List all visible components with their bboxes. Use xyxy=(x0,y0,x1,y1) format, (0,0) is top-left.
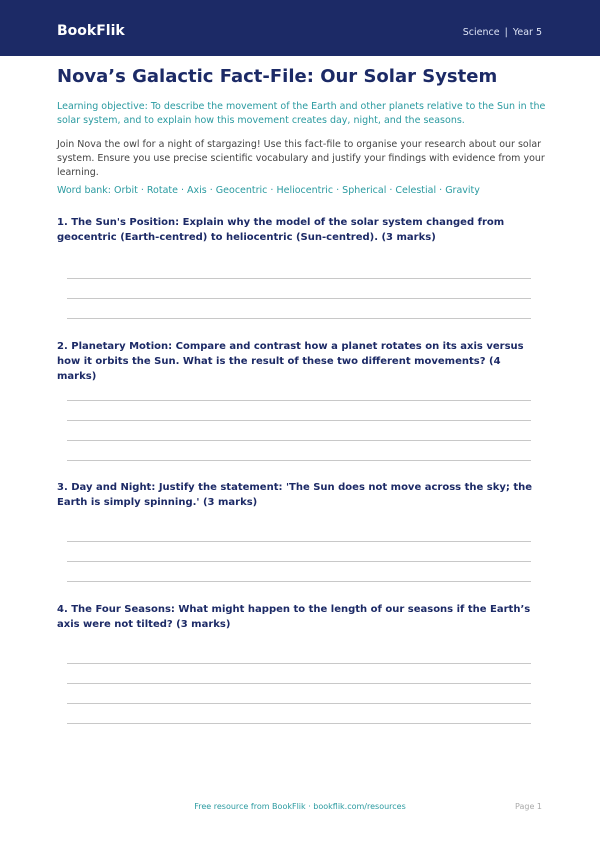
question-2: 2. Planetary Motion: Compare and contrast how a planet rotates on its axis versus how it orbits the Sun. What is the result of these two different movements? (4 marks) xyxy=(57,341,524,382)
answer-line[interactable] xyxy=(67,561,531,562)
word-bank: Word bank: Orbit · Rotate · Axis · Geocentric · Heliocentric · Spherical · Celestial · Gravity xyxy=(57,185,480,196)
answer-line[interactable] xyxy=(67,318,531,319)
answer-line[interactable] xyxy=(67,278,531,279)
answer-line[interactable] xyxy=(67,298,531,299)
answer-line[interactable] xyxy=(67,460,531,461)
answer-line[interactable] xyxy=(67,581,531,582)
question-4: 4. The Four Seasons: What might happen to the length of our seasons if the Earth’s axis were not tilted? (3 marks) xyxy=(57,604,531,630)
page-title: Nova’s Galactic Fact-File: Our Solar System xyxy=(57,66,498,87)
answer-line[interactable] xyxy=(67,663,531,664)
page-number: Page 1 xyxy=(515,802,542,811)
answer-line[interactable] xyxy=(67,723,531,724)
question-3: 3. Day and Night: Justify the statement: 'The Sun does not move across the sky; the Earth is simply spinning.' (3 marks) xyxy=(57,482,533,508)
answer-line[interactable] xyxy=(67,703,531,704)
subject-label: Science xyxy=(462,27,500,38)
answer-line[interactable] xyxy=(67,683,531,684)
footer-credit[interactable]: Free resource from BookFlik · bookflik.com/resources xyxy=(194,802,406,811)
question-1: 1. The Sun's Position: Explain why the model of the solar system changed from geocentric (Earth-centred) to heliocentric (Sun-centred). (3 marks) xyxy=(57,217,505,243)
year-label: Year 5 xyxy=(512,27,542,38)
header-bar xyxy=(0,0,600,56)
answer-line[interactable] xyxy=(67,541,531,542)
brand-logo[interactable]: BookFlik xyxy=(57,23,125,39)
header-meta: Science | Year 5 xyxy=(462,27,542,38)
answer-line[interactable] xyxy=(67,420,531,421)
intro-text: Join Nova the owl for a night of stargazing! Use this fact-file to organise your research about our solar system. Ensure you use precise scientific vocabulary and justify your findings with evidence from your learning. xyxy=(57,139,545,178)
answer-line[interactable] xyxy=(67,400,531,401)
learning-objective: Learning objective: To describe the movement of the Earth and other planets relative to the Sun in the solar system, and to explain how this movement creates day, night, and the seasons. xyxy=(57,101,546,126)
answer-line[interactable] xyxy=(67,440,531,441)
